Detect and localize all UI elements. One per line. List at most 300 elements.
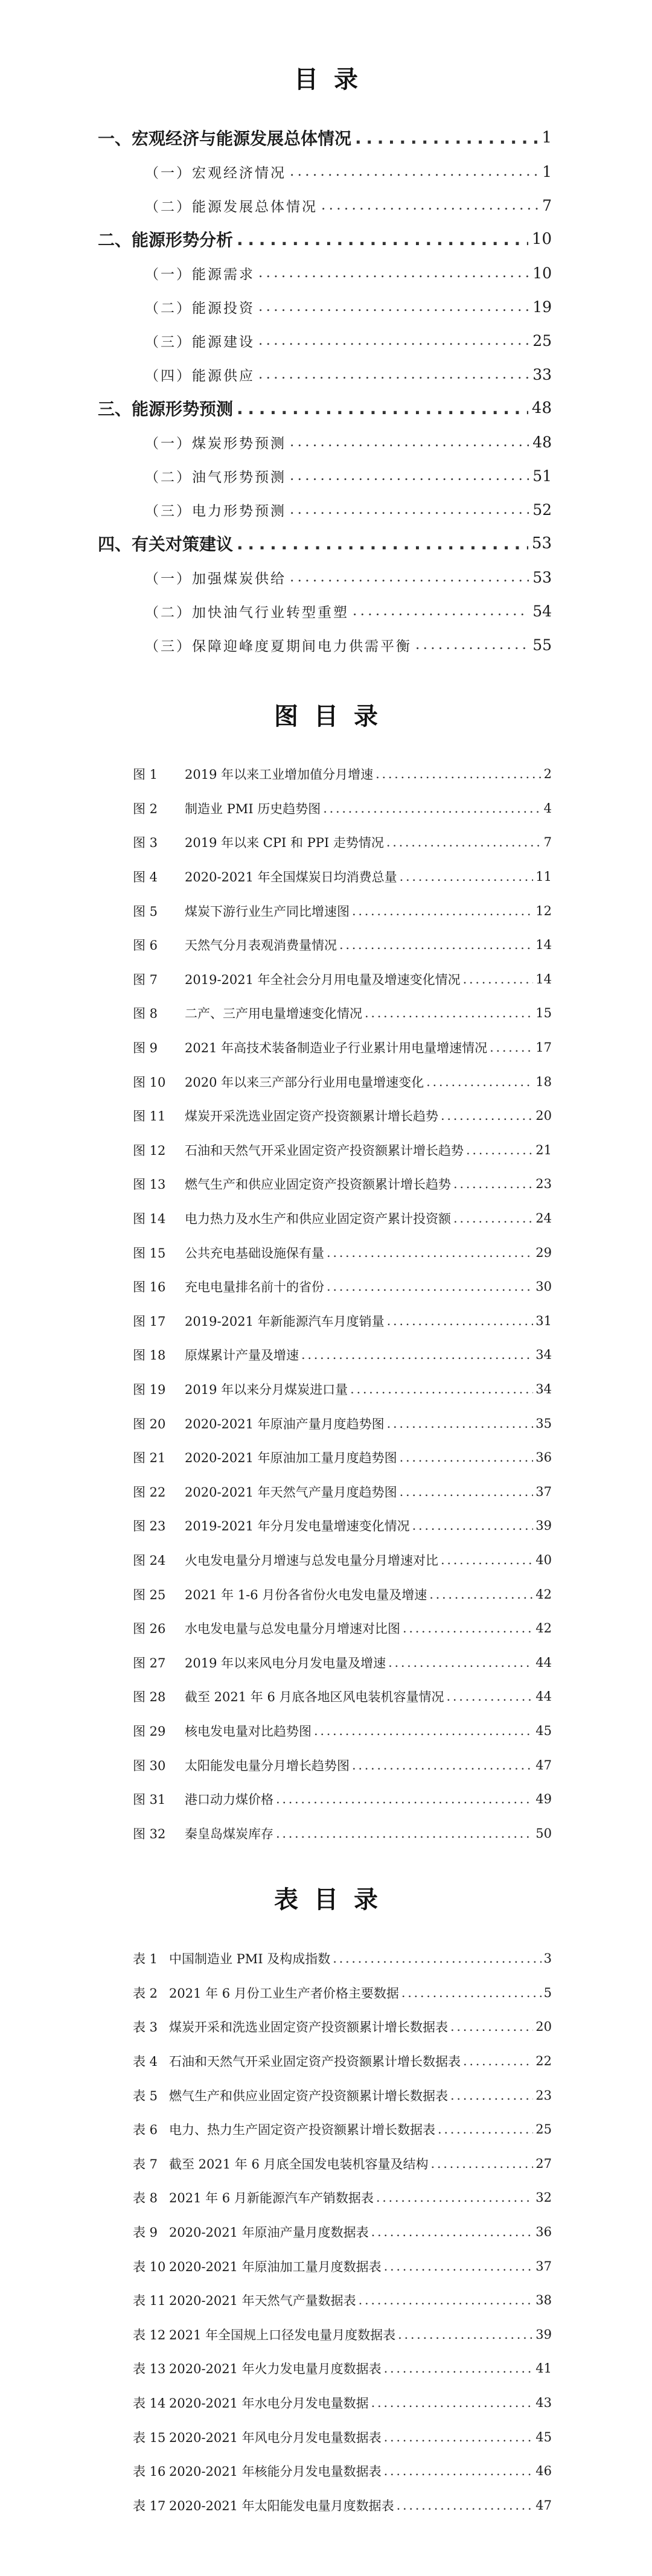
figure-entry-page: 23 xyxy=(535,1177,552,1192)
figure-entry[interactable] xyxy=(133,1338,552,1372)
figure-entry[interactable] xyxy=(133,757,552,791)
toc-entry-label: （一）煤炭形势预测 xyxy=(145,432,290,452)
figure-entry-page: 44 xyxy=(535,1655,552,1670)
table-entry-page: 27 xyxy=(535,2156,552,2171)
figure-entry-number: 图 18 xyxy=(133,1348,166,1363)
figure-entry-label: 2020-2021 年原油产量月度趋势图 xyxy=(185,1416,385,1431)
figure-entry-label: 2019 年以来分月煤炭进口量 xyxy=(185,1382,348,1397)
toc-entry-page: 54 xyxy=(532,602,552,620)
figure-entry[interactable] xyxy=(133,1270,552,1304)
figure-entry[interactable] xyxy=(133,1406,552,1440)
toc-subsection-entry[interactable] xyxy=(145,324,552,357)
dot-leader xyxy=(447,1689,534,1704)
figure-entry-label: 2021 年 1-6 月份各省份火电发电量及增速 xyxy=(185,1587,427,1602)
figure-entry[interactable] xyxy=(133,1372,552,1407)
figure-entry[interactable] xyxy=(133,893,552,928)
figure-entry-page: 37 xyxy=(535,1484,552,1499)
dot-leader xyxy=(352,904,533,918)
figure-entry-number: 图 29 xyxy=(133,1724,166,1739)
table-entry[interactable] xyxy=(133,2078,552,2112)
figure-entry-label: 2020 年以来三产部分行业用电量增速变化 xyxy=(185,1075,424,1090)
table-entry-label: 2021 年全国规上口径发电量月度数据表 xyxy=(169,2327,396,2342)
table-entry-number: 表 3 xyxy=(133,2020,158,2035)
dot-leader xyxy=(355,128,538,148)
toc-entry-page: 51 xyxy=(532,467,552,485)
dot-leader xyxy=(327,1279,533,1294)
figure-entry-label: 2019 年以来 CPI 和 PPI 走势情况 xyxy=(185,836,384,851)
table-entry[interactable] xyxy=(133,2488,552,2523)
table-entry-page: 43 xyxy=(535,2395,552,2411)
toc-section-entry[interactable] xyxy=(98,121,552,155)
table-entry-number: 表 9 xyxy=(133,2225,158,2240)
toc-entry-label: （二）油气形势预测 xyxy=(145,466,290,486)
toc-subsection-entry[interactable] xyxy=(145,425,552,459)
table-entry[interactable] xyxy=(133,2044,552,2079)
table-entry-page: 45 xyxy=(535,2429,552,2444)
dot-leader xyxy=(333,1951,541,1966)
figure-entry-page: 12 xyxy=(535,903,552,918)
figure-entry[interactable] xyxy=(133,1304,552,1338)
dot-leader xyxy=(359,2293,534,2307)
dot-leader xyxy=(237,534,528,554)
figure-entry-page: 17 xyxy=(535,1040,552,1055)
table-entry[interactable] xyxy=(133,1942,552,1976)
dot-leader xyxy=(327,1245,533,1260)
toc-heading: 目录 xyxy=(294,66,374,94)
figure-entry-number: 图 9 xyxy=(133,1041,158,1056)
dot-leader xyxy=(290,502,529,517)
figure-entry-label: 核电发电量对比趋势图 xyxy=(185,1724,312,1739)
figure-entry-page: 21 xyxy=(535,1142,552,1157)
figure-entry[interactable] xyxy=(133,1782,552,1817)
dot-leader xyxy=(290,164,539,179)
figure-entry[interactable] xyxy=(133,1543,552,1577)
table-entry-page: 25 xyxy=(535,2122,552,2137)
figure-entry-number: 图 32 xyxy=(133,1826,166,1841)
figure-entry-number: 图 28 xyxy=(133,1690,166,1705)
toc-entry-page: 19 xyxy=(532,298,552,316)
dot-leader xyxy=(400,869,534,884)
table-entry-page: 5 xyxy=(543,1985,552,2000)
figure-entry[interactable] xyxy=(133,791,552,826)
table-entry-page: 36 xyxy=(535,2225,552,2240)
toc-entry-page: 53 xyxy=(532,568,552,586)
dot-leader xyxy=(426,1075,533,1089)
table-entry-label: 2020-2021 年风电分月发电量数据表 xyxy=(169,2430,382,2445)
toc-entry-label: （一）加强煤炭供给 xyxy=(145,567,290,587)
table-entry-label: 2020-2021 年天然气产量数据表 xyxy=(169,2293,356,2309)
figure-entry-label: 截至 2021 年 6 月底各地区风电装机容量情况 xyxy=(185,1690,444,1705)
figure-entry-number: 图 3 xyxy=(133,836,158,851)
dot-leader xyxy=(339,938,533,952)
table-entry[interactable] xyxy=(133,2249,552,2283)
figure-entry-label: 火电发电量分月增速与总发电量分月增速对比 xyxy=(185,1553,438,1568)
table-entry-label: 2020-2021 年火力发电量月度数据表 xyxy=(169,2362,382,2377)
dot-leader xyxy=(387,1314,534,1328)
dot-leader xyxy=(353,603,529,619)
dot-leader xyxy=(490,1040,533,1055)
dot-leader xyxy=(237,398,528,418)
figure-entry-page: 30 xyxy=(535,1279,552,1294)
table-entry-number: 表 13 xyxy=(133,2362,166,2377)
figure-entry-label: 二产、三产用电量增速变化情况 xyxy=(185,1006,362,1021)
table-entry[interactable] xyxy=(133,2386,552,2420)
figure-entry-label: 原煤累计产量及增速 xyxy=(185,1348,299,1363)
table-entry-page: 20 xyxy=(535,2019,552,2034)
figure-entry-label: 2019-2021 年新能源汽车月度销量 xyxy=(185,1314,385,1329)
figure-entry-label: 燃气生产和供应业固定资产投资额累计增长趋势 xyxy=(185,1177,451,1192)
table-entry[interactable] xyxy=(133,2318,552,2352)
table-entry-number: 表 14 xyxy=(133,2396,166,2411)
figure-entry-page: 14 xyxy=(535,938,552,953)
table-entry[interactable] xyxy=(133,2283,552,2318)
table-entry-label: 2020-2021 年原油加工量月度数据表 xyxy=(169,2259,382,2274)
figure-entry-number: 图 7 xyxy=(133,972,158,987)
toc-entry-page: 10 xyxy=(532,264,552,282)
table-entry-number: 表 16 xyxy=(133,2464,166,2479)
dot-leader xyxy=(431,2156,534,2171)
figure-list xyxy=(0,757,652,1850)
table-entry-number: 表 5 xyxy=(133,2088,158,2103)
figure-entry-number: 图 10 xyxy=(133,1075,166,1090)
figure-entry-page: 40 xyxy=(535,1552,552,1567)
figure-entry-number: 图 24 xyxy=(133,1553,166,1568)
figure-entry[interactable] xyxy=(133,1201,552,1236)
figure-entry-number: 图 19 xyxy=(133,1382,166,1397)
table-entry-page: 47 xyxy=(535,2498,552,2513)
dot-leader xyxy=(258,299,529,315)
toc-entry-label: （二）能源投资 xyxy=(145,297,258,317)
toc-subsection-entry[interactable] xyxy=(145,459,552,493)
dot-leader xyxy=(376,767,542,781)
figure-entry-label: 2019-2021 年全社会分月用电量及增速变化情况 xyxy=(185,972,461,987)
dot-leader xyxy=(301,1347,533,1362)
figure-entry-page: 2 xyxy=(543,767,552,782)
table-entry-number: 表 12 xyxy=(133,2327,166,2342)
dot-leader xyxy=(415,637,529,653)
figure-entry[interactable] xyxy=(133,1031,552,1065)
dot-leader xyxy=(258,265,529,281)
figure-entry[interactable] xyxy=(133,825,552,860)
table-entry-label: 截至 2021 年 6 月底全国发电装机容量及结构 xyxy=(169,2156,429,2172)
figure-entry-label: 港口动力煤价格 xyxy=(185,1792,273,1807)
table-entry-page: 41 xyxy=(535,2361,552,2376)
figure-entry-page: 39 xyxy=(535,1518,552,1533)
table-entry-label: 中国制造业 PMI 及构成指数 xyxy=(169,1952,331,1967)
figure-entry-page: 44 xyxy=(535,1689,552,1704)
table-entry-page: 22 xyxy=(535,2054,552,2069)
table-entry-number: 表 15 xyxy=(133,2430,166,2445)
table-entry-label: 电力、热力生产固定资产投资额累计增长数据表 xyxy=(169,2123,435,2138)
toc-subsection-entry[interactable] xyxy=(145,155,552,188)
figure-entry-label: 充电电量排名前十的省份 xyxy=(185,1280,324,1295)
figure-entry-label: 公共充电基础设施保有量 xyxy=(185,1245,324,1261)
table-entry-number: 表 2 xyxy=(133,1986,158,2001)
toc-entry-label: （三）电力形势预测 xyxy=(145,500,290,520)
figure-entry-page: 34 xyxy=(535,1347,552,1363)
dot-leader xyxy=(453,1211,533,1226)
table-entry-number: 表 6 xyxy=(133,2123,158,2138)
figure-entry-page: 4 xyxy=(543,801,552,816)
toc-entry-label: （二）加快油气行业转型重塑 xyxy=(145,601,353,621)
toc-subsection-entry[interactable] xyxy=(145,560,552,594)
figure-entry-number: 图 26 xyxy=(133,1622,166,1637)
figure-entry-number: 图 16 xyxy=(133,1280,166,1295)
dot-leader xyxy=(321,197,539,213)
toc-entry-label: （四）能源供应 xyxy=(145,365,258,385)
toc-entry-label: 三、能源形势预测 xyxy=(98,396,237,420)
toc-section-entry[interactable] xyxy=(98,391,552,425)
dot-leader xyxy=(441,1553,533,1567)
figure-entry-number: 图 15 xyxy=(133,1245,166,1261)
toc-entry-label: （一）宏观经济情况 xyxy=(145,162,290,182)
toc-entry-page: 7 xyxy=(542,196,552,214)
figure-entry-number: 图 13 xyxy=(133,1177,166,1192)
dot-leader xyxy=(387,1416,534,1431)
dot-leader xyxy=(258,333,529,348)
toc-entry-page: 55 xyxy=(532,636,552,654)
figure-entry[interactable] xyxy=(133,1577,552,1611)
figure-entry-number: 图 22 xyxy=(133,1485,166,1500)
toc-entry-label: （一）能源需求 xyxy=(145,263,258,283)
figure-entry[interactable] xyxy=(133,1748,552,1782)
figure-entry-label: 制造业 PMI 历史趋势图 xyxy=(185,801,321,816)
figure-entry-page: 14 xyxy=(535,971,552,986)
figure-entry-number: 图 17 xyxy=(133,1314,166,1329)
dot-leader xyxy=(352,1758,533,1772)
table-entry-number: 表 7 xyxy=(133,2156,158,2172)
toc-subsection-entry[interactable] xyxy=(145,628,552,662)
figure-entry[interactable] xyxy=(133,1064,552,1099)
table-entry[interactable] xyxy=(133,2351,552,2386)
dot-leader xyxy=(463,972,534,986)
dot-leader xyxy=(371,2395,534,2410)
table-entry-page: 3 xyxy=(543,1951,552,1966)
figure-entry-label: 天然气分月表观消费量情况 xyxy=(185,938,337,953)
figure-entry-number: 图 12 xyxy=(133,1143,166,1158)
toc-subsection-entry[interactable] xyxy=(145,594,552,628)
toc-subsection-entry[interactable] xyxy=(145,493,552,526)
figure-entry-number: 图 11 xyxy=(133,1109,166,1124)
figure-entry-number: 图 1 xyxy=(133,767,158,782)
dot-leader xyxy=(276,1826,533,1841)
figure-entry-page: 36 xyxy=(535,1450,552,1465)
toc-entry-page: 1 xyxy=(542,129,552,147)
figure-entry[interactable] xyxy=(133,860,552,894)
figure-entry-page: 20 xyxy=(535,1108,552,1123)
toc-section-entry[interactable] xyxy=(98,222,552,256)
dot-leader xyxy=(463,2054,533,2068)
toc-subsection-entry[interactable] xyxy=(145,256,552,290)
figure-entry-label: 水电发电量与总发电量分月增速对比图 xyxy=(185,1622,400,1637)
figure-entry-label: 2021 年高技术装备制造业子行业累计用电量增速情况 xyxy=(185,1041,488,1056)
figure-list-heading: 图目录 xyxy=(274,703,394,730)
figure-entry[interactable] xyxy=(133,928,552,962)
table-entry-page: 46 xyxy=(535,2464,552,2479)
toc-entry-page: 48 xyxy=(532,433,552,451)
dot-leader xyxy=(450,2019,533,2034)
figure-entry-page: 45 xyxy=(535,1723,552,1738)
table-entry-page: 32 xyxy=(535,2190,552,2205)
figure-entry-page: 42 xyxy=(535,1621,552,1636)
dot-leader xyxy=(400,1485,534,1499)
figure-entry[interactable] xyxy=(133,1133,552,1168)
figure-entry[interactable] xyxy=(133,1816,552,1850)
dot-leader xyxy=(412,1518,534,1533)
dot-leader xyxy=(400,1450,534,1465)
figure-entry[interactable] xyxy=(133,1474,552,1509)
table-entry-number: 表 1 xyxy=(133,1952,158,1967)
figure-entry[interactable] xyxy=(133,1714,552,1748)
figure-entry[interactable] xyxy=(133,1509,552,1543)
dot-leader xyxy=(450,2088,533,2103)
dot-leader xyxy=(323,801,541,816)
figure-entry-label: 石油和天然气开采业固定资产投资额累计增长趋势 xyxy=(185,1143,464,1158)
dot-leader xyxy=(386,835,542,849)
toc-entry-label: 四、有关对策建议 xyxy=(98,531,237,555)
table-entry-label: 石油和天然气开采业固定资产投资额累计增长数据表 xyxy=(169,2054,461,2069)
figure-entry-label: 2019 年以来风电分月发电量及增速 xyxy=(185,1655,386,1670)
dot-leader xyxy=(376,2190,533,2205)
toc-subsection-entry[interactable] xyxy=(145,188,552,222)
toc-entry-page: 53 xyxy=(531,534,552,552)
dot-leader xyxy=(290,468,529,484)
figure-entry-number: 图 14 xyxy=(133,1212,166,1227)
table-entry-label: 2021 年 6 月新能源汽车产销数据表 xyxy=(169,2191,374,2206)
table-entry[interactable] xyxy=(133,2215,552,2249)
figure-entry-page: 15 xyxy=(535,1006,552,1021)
figure-entry-page: 42 xyxy=(535,1587,552,1602)
figure-entry[interactable] xyxy=(133,1440,552,1475)
toc-entry-label: （三）保障迎峰度夏期间电力供需平衡 xyxy=(145,635,415,655)
dot-leader xyxy=(429,1587,533,1602)
table-entry[interactable] xyxy=(133,2147,552,2181)
table-entry-label: 2020-2021 年太阳能发电量月度数据表 xyxy=(169,2498,394,2513)
figure-entry-page: 34 xyxy=(535,1381,552,1396)
table-entry[interactable] xyxy=(133,2420,552,2454)
table-entry-number: 表 10 xyxy=(133,2259,166,2274)
dot-leader xyxy=(371,2225,534,2239)
figure-entry-label: 2019 年以来工业增加值分月增速 xyxy=(185,767,374,782)
figure-entry-number: 图 6 xyxy=(133,938,158,953)
figure-entry-number: 图 8 xyxy=(133,1006,158,1021)
figure-entry[interactable] xyxy=(133,996,552,1031)
figure-entry-label: 2020-2021 年天然气产量月度趋势图 xyxy=(185,1485,397,1500)
figure-entry[interactable] xyxy=(133,1099,552,1133)
dot-leader xyxy=(397,2498,534,2513)
table-entry-number: 表 8 xyxy=(133,2191,158,2206)
dot-leader xyxy=(453,1177,533,1191)
dot-leader xyxy=(384,2430,534,2444)
table-entry[interactable] xyxy=(133,2112,552,2147)
figure-entry-label: 秦皇岛煤炭库存 xyxy=(185,1826,273,1841)
figure-entry[interactable] xyxy=(133,962,552,997)
figure-entry-page: 7 xyxy=(543,835,552,850)
figure-entry-label: 2020-2021 年全国煤炭日均消费总量 xyxy=(185,870,397,885)
dot-leader xyxy=(388,1655,533,1670)
figure-entry-label: 2019-2021 年分月发电量增速变化情况 xyxy=(185,1519,410,1534)
table-entry[interactable] xyxy=(133,2181,552,2215)
dot-leader xyxy=(365,1006,533,1020)
figure-entry-page: 18 xyxy=(535,1074,552,1089)
figure-entry[interactable] xyxy=(133,1235,552,1270)
table-list-heading: 表目录 xyxy=(274,1886,394,1914)
figure-entry[interactable] xyxy=(133,1680,552,1714)
table-list xyxy=(0,1942,652,2522)
dot-leader xyxy=(290,569,529,585)
figure-entry-page: 24 xyxy=(535,1211,552,1226)
dot-leader xyxy=(401,1986,542,2000)
dot-leader xyxy=(314,1724,533,1738)
figure-entry-number: 图 23 xyxy=(133,1519,166,1534)
table-entry-page: 37 xyxy=(535,2258,552,2274)
table-entry-page: 23 xyxy=(535,2088,552,2103)
dot-leader xyxy=(237,229,528,249)
table-entry-label: 2020-2021 年水电分月发电量数据 xyxy=(169,2396,369,2411)
figure-entry-number: 图 20 xyxy=(133,1416,166,1431)
table-entry-label: 2020-2021 年核能分月发电量数据表 xyxy=(169,2464,382,2479)
dot-leader xyxy=(350,1382,533,1396)
dot-leader xyxy=(466,1143,533,1157)
dot-leader xyxy=(384,2259,534,2274)
figure-entry-page: 35 xyxy=(535,1416,552,1431)
figure-entry-number: 图 21 xyxy=(133,1451,166,1466)
figure-entry-number: 图 5 xyxy=(133,904,158,919)
figure-entry-number: 图 27 xyxy=(133,1655,166,1670)
table-entry-number: 表 4 xyxy=(133,2054,158,2069)
toc-entry-page: 1 xyxy=(542,162,552,181)
toc-entry-label: （三）能源建设 xyxy=(145,331,258,351)
toc-entry-page: 10 xyxy=(531,230,552,248)
table-entry-label: 煤炭开采和洗选业固定资产投资额累计增长数据表 xyxy=(169,2020,448,2035)
figure-entry-label: 煤炭开采洗选业固定资产投资额累计增长趋势 xyxy=(185,1109,438,1124)
table-entry[interactable] xyxy=(133,2010,552,2044)
figure-entry[interactable] xyxy=(133,1611,552,1646)
toc-section-entry[interactable] xyxy=(98,526,552,560)
figure-entry-label: 太阳能发电量分月增长趋势图 xyxy=(185,1758,350,1773)
figure-entry-page: 50 xyxy=(535,1826,552,1841)
toc-entry-page: 25 xyxy=(532,331,552,350)
table-entry-label: 2021 年 6 月份工业生产者价格主要数据 xyxy=(169,1986,399,2001)
dot-leader xyxy=(384,2464,534,2478)
figure-entry-number: 图 30 xyxy=(133,1758,166,1773)
table-entry-number: 表 11 xyxy=(133,2293,166,2309)
dot-leader xyxy=(403,1621,533,1635)
figure-entry[interactable] xyxy=(133,1167,552,1201)
dot-leader xyxy=(258,366,529,382)
toc-subsection-entry[interactable] xyxy=(145,357,552,391)
dot-leader xyxy=(441,1108,533,1123)
dot-leader xyxy=(398,2327,533,2342)
table-entry-page: 39 xyxy=(535,2327,552,2342)
figure-entry-label: 2020-2021 年原油加工量月度趋势图 xyxy=(185,1451,397,1466)
toc-entry-page: 48 xyxy=(531,399,552,417)
figure-entry-number: 图 2 xyxy=(133,801,158,816)
dot-leader xyxy=(276,1792,533,1806)
toc-subsection-entry[interactable] xyxy=(145,290,552,324)
table-entry[interactable] xyxy=(133,1976,552,2010)
table-entry-label: 燃气生产和供应业固定资产投资额累计增长数据表 xyxy=(169,2088,448,2103)
figure-entry-number: 图 4 xyxy=(133,870,158,885)
toc-entry-label: 二、能源形势分析 xyxy=(98,227,237,251)
toc-entry-page: 52 xyxy=(532,500,552,519)
table-entry-page: 38 xyxy=(535,2293,552,2308)
table-entry[interactable] xyxy=(133,2454,552,2488)
figure-entry[interactable] xyxy=(133,1645,552,1680)
toc-entry-page: 33 xyxy=(532,365,552,383)
figure-entry-page: 47 xyxy=(535,1757,552,1772)
table-entry-label: 2020-2021 年原油产量月度数据表 xyxy=(169,2225,369,2240)
